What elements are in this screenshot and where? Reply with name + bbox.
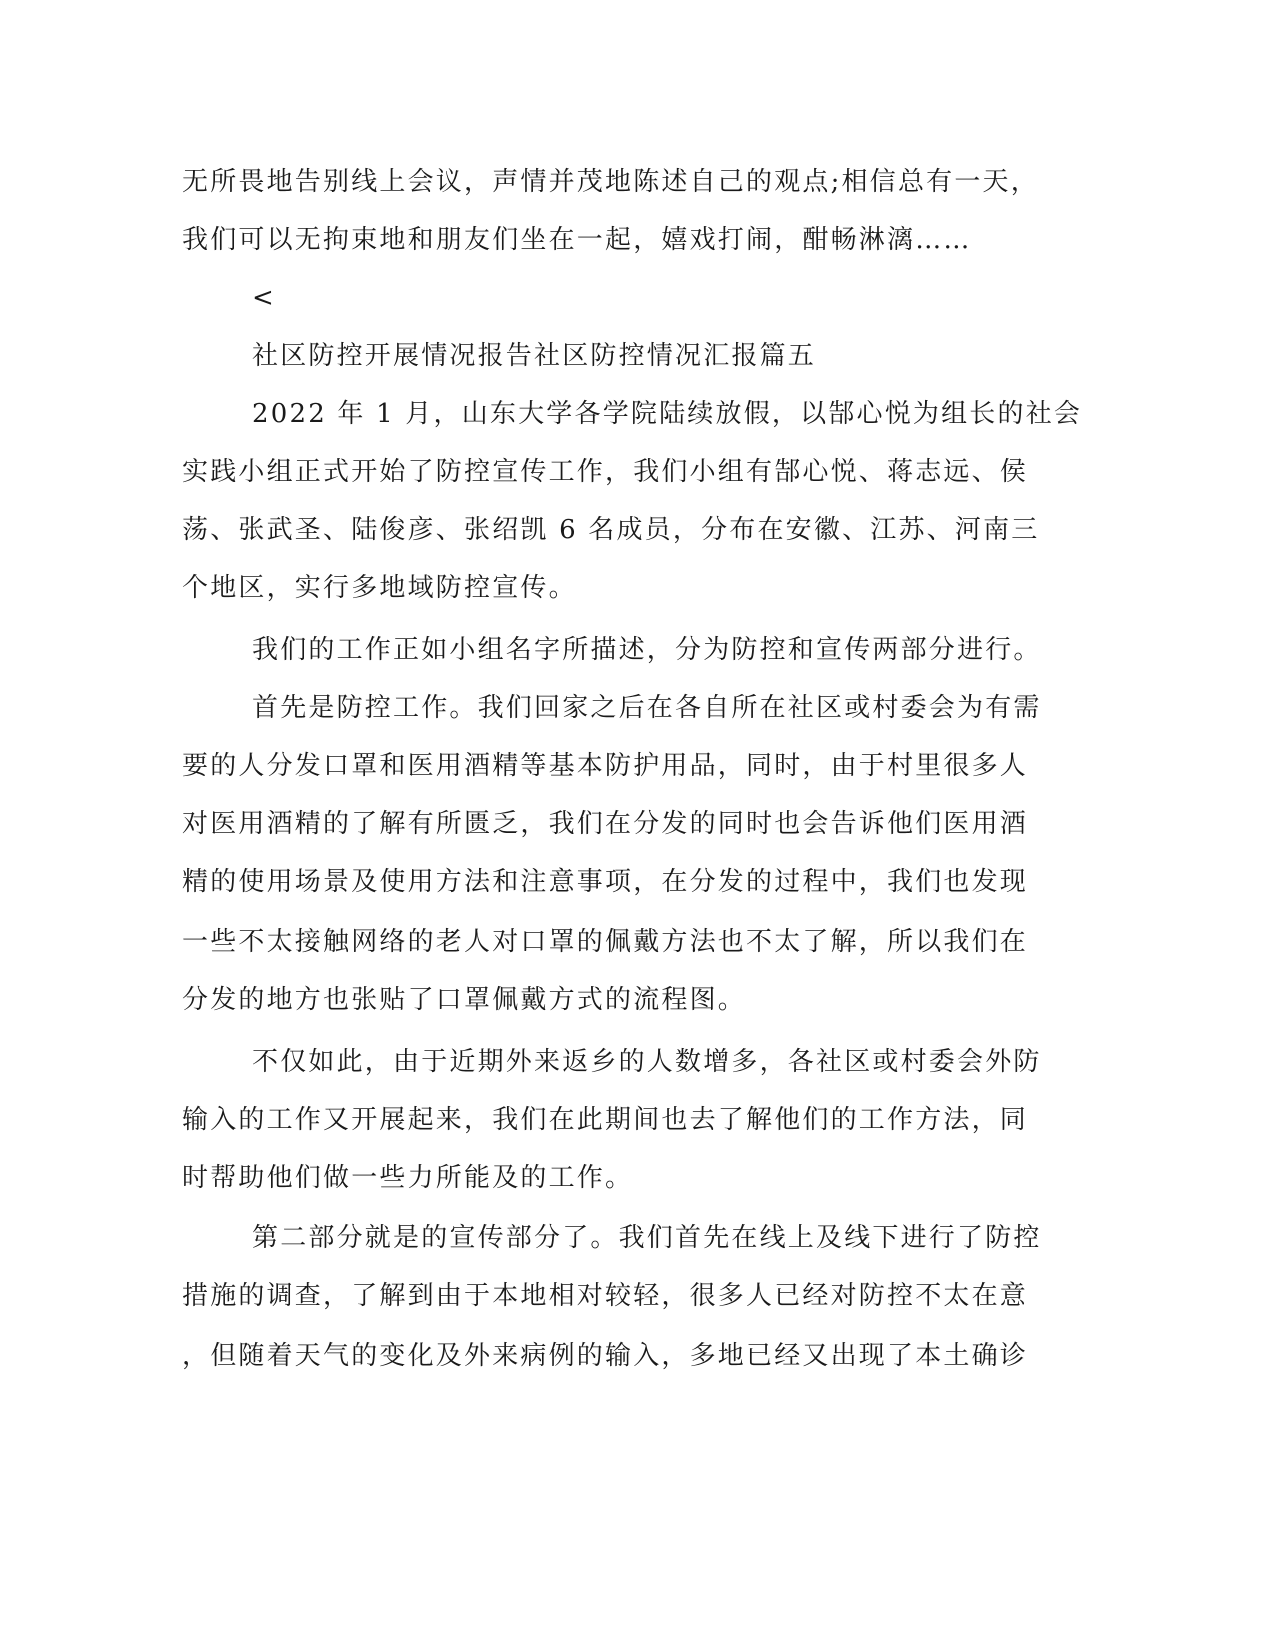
- section-title: 社区防控开展情况报告社区防控情况汇报篇五: [252, 341, 817, 371]
- text-line: 实践小组正式开始了防控宣传工作，我们小组有郜心悦、蒋志远、侯: [182, 457, 1029, 487]
- text-line: 我们可以无拘束地和朋友们坐在一起，嬉戏打闹，酣畅淋漓……: [182, 225, 972, 255]
- text-line: 第二部分就是的宣传部分了。我们首先在线上及线下进行了防控: [252, 1223, 1042, 1253]
- text-line: 荡、张武圣、陆俊彦、张绍凯 6 名成员，分布在安徽、江苏、河南三: [182, 515, 1040, 545]
- text-line: 我们的工作正如小组名字所描述，分为防控和宣传两部分进行。: [252, 635, 1042, 665]
- text-line: 不仅如此，由于近期外来返乡的人数增多，各社区或村委会外防: [252, 1047, 1042, 1077]
- text-line: 对医用酒精的了解有所匮乏，我们在分发的同时也会告诉他们医用酒: [182, 809, 1029, 839]
- text-line: 2022 年 1 月，山东大学各学院陆续放假，以郜心悦为组长的社会: [252, 399, 1083, 429]
- text-line: ，但随着天气的变化及外来病例的输入，多地已经又出现了本土确诊: [182, 1341, 1029, 1371]
- text-line: 一些不太接触网络的老人对口罩的佩戴方法也不太了解，所以我们在: [182, 927, 1029, 957]
- text-line: 输入的工作又开展起来，我们在此期间也去了解他们的工作方法，同: [182, 1105, 1029, 1135]
- text-line: 时帮助他们做一些力所能及的工作。: [182, 1163, 634, 1193]
- text-line: 首先是防控工作。我们回家之后在各自所在社区或村委会为有需: [252, 693, 1042, 723]
- text-line: 无所畏地告别线上会议，声情并茂地陈述自己的观点;相信总有一天，: [182, 167, 1039, 197]
- text-line: <: [252, 283, 276, 313]
- text-line: 精的使用场景及使用方法和注意事项，在分发的过程中，我们也发现: [182, 867, 1029, 897]
- text-line: 要的人分发口罩和医用酒精等基本防护用品，同时，由于村里很多人: [182, 751, 1029, 781]
- text-line: 分发的地方也张贴了口罩佩戴方式的流程图。: [182, 985, 747, 1015]
- text-line: 个地区，实行多地域防控宣传。: [182, 573, 577, 603]
- text-line: 措施的调查，了解到由于本地相对较轻，很多人已经对防控不太在意: [182, 1281, 1029, 1311]
